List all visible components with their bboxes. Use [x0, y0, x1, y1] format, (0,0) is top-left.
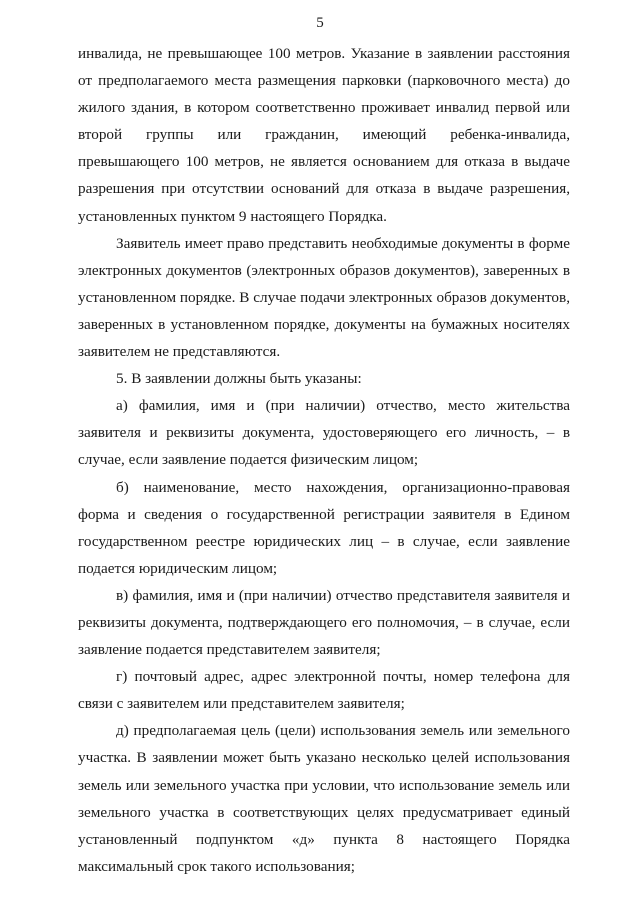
- paragraph-item-g: г) почтовый адрес, адрес электронной почты, номер телефона для связи с заявителем или представителем заявителя;: [78, 668, 570, 713]
- page-number: 5: [316, 15, 324, 31]
- paragraph-continuation: инвалида, не превышающее 100 метров. Указание в заявлении расстояния от предполагаемого места размещения парковки (парковочного места) до жилого здания, в котором соответственно проживает инвалид первой или второй группы или гражданин, имеющий ребенка-инвалида, превышающего 100 метров, не является основанием для отказа в выдаче разрешения при отсутствии оснований для отказа в выдаче разрешения, установленных пунктом 9 настоящего Порядка.: [78, 45, 570, 225]
- paragraph-item-b: б) наименование, место нахождения, организационно-правовая форма и сведения о государственной регистрации заявителя в Едином государственном реестре юридических лиц – в случае, если заявление подается юридическим лицом;: [78, 478, 570, 577]
- paragraph-item-v: в) фамилия, имя и (при наличии) отчество представителя заявителя и реквизиты документа, подтверждающего его полномочия, – в случае, если заявление подается представителем заявителя;: [78, 586, 570, 659]
- paragraph-electronic-documents: Заявитель имеет право представить необходимые документы в форме электронных документов (электронных образов документов), заверенных в установленном порядке. В случае подачи электронных образов документов, заверенных в установленном порядке, документы на бумажных носителях заявителем не представляются.: [78, 234, 570, 361]
- document-body: [78, 40, 570, 880]
- paragraph-item-d: д) предполагаемая цель (цели) использования земель или земельного участка. В заявлении может быть указано несколько целей использования земель или земельного участка при условии, что использование земель или земельного участка в соответствующих целях предусматривает единый установленный подпунктом «д» пункта 8 настоящего Порядка максимальный срок такого использования;: [78, 722, 570, 875]
- paragraph-item-5: 5. В заявлении должны быть указаны:: [116, 370, 362, 388]
- paragraph-item-a: а) фамилия, имя и (при наличии) отчество, место жительства заявителя и реквизиты документа, удостоверяющего его личность, – в случае, если заявление подается физическим лицом;: [78, 397, 570, 469]
